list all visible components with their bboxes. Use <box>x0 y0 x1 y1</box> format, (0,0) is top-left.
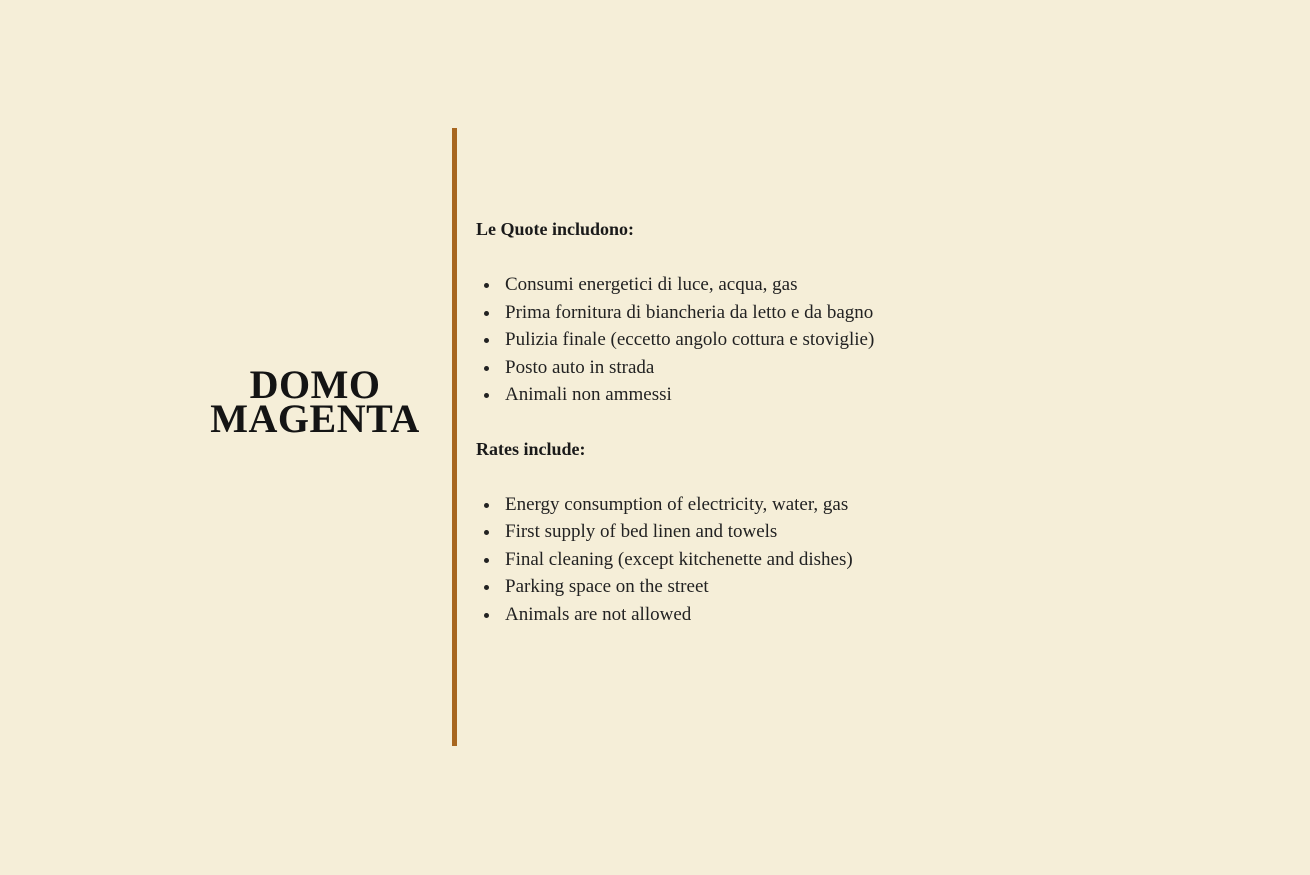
inclusions-list-english <box>476 491 1096 629</box>
list-item: Posto auto in strada <box>476 354 1096 382</box>
rates-content <box>476 216 1096 628</box>
inclusions-list-italian <box>476 271 1096 409</box>
section-heading-italian: Le Quote includono: <box>476 219 635 239</box>
list-item: Pulizia finale (eccetto angolo cottura e stoviglie) <box>476 326 1096 354</box>
brand-title <box>190 362 440 441</box>
list-item: Animali non ammessi <box>476 381 1096 409</box>
list-item: Prima fornitura di biancheria da letto e da bagno <box>476 299 1096 327</box>
section-english <box>476 436 1096 629</box>
list-item: Parking space on the street <box>476 573 1096 601</box>
list-item: Animals are not allowed <box>476 601 1096 629</box>
list-item: Consumi energetici di luce, acqua, gas <box>476 271 1096 299</box>
list-item: Energy consumption of electricity, water, gas <box>476 491 1096 519</box>
brand-title-line-2: MAGENTA <box>210 396 420 441</box>
list-item: Final cleaning (except kitchenette and dishes) <box>476 546 1096 574</box>
section-italian <box>476 216 1096 409</box>
section-heading-english: Rates include: <box>476 438 586 459</box>
vertical-divider <box>452 128 457 746</box>
brand-title-line-1: DOMO <box>249 362 381 407</box>
list-item: First supply of bed linen and towels <box>476 518 1096 546</box>
